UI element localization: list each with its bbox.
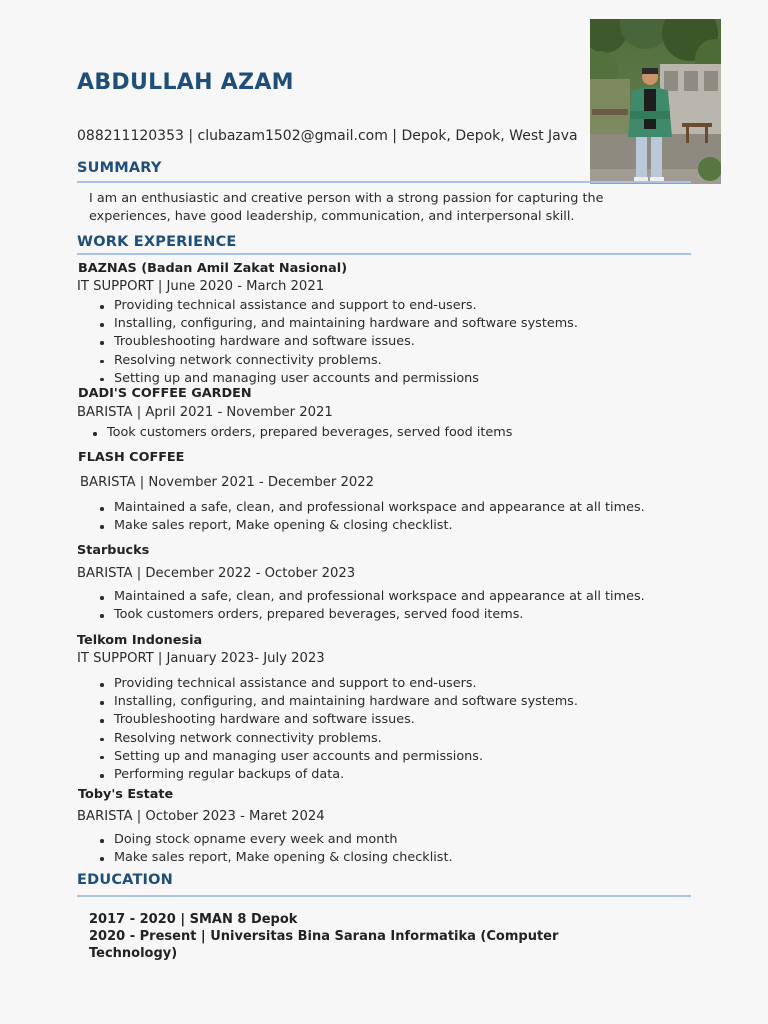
job-duty-item: Providing technical assistance and support to end-users. [100, 297, 578, 315]
job-duty-item: Make sales report, Make opening & closing checklist. [100, 849, 453, 867]
job-role: IT SUPPORT | January 2023- July 2023 [77, 651, 325, 666]
job-duty-item: Installing, configuring, and maintaining hardware and software systems. [100, 693, 578, 711]
education-list [89, 911, 558, 962]
education-entry: 2020 - Present | Universitas Bina Sarana Informatika (Computer [89, 929, 559, 944]
job-duty-item: Took customers orders, prepared beverages, served food items. [100, 606, 645, 624]
education-entry: 2017 - 2020 | SMAN 8 Depok [89, 912, 298, 927]
job-company: Toby's Estate [78, 787, 174, 802]
job-role: BARISTA | December 2022 - October 2023 [77, 566, 356, 581]
job-duty-item: Took customers orders, prepared beverages, served food items [93, 424, 512, 442]
job-company: DADI'S COFFEE GARDEN [78, 386, 252, 401]
job-duties [93, 424, 512, 442]
education-divider [77, 895, 691, 897]
profile-photo [590, 19, 721, 184]
job-duties [100, 831, 453, 867]
job-duty-item: Doing stock opname every week and month [100, 831, 453, 849]
summary-divider [77, 181, 691, 183]
job-company: BAZNAS (Badan Amil Zakat Nasional) [78, 261, 348, 276]
job-duty-item: Troubleshooting hardware and software issues. [100, 333, 578, 351]
work-experience-divider [77, 253, 691, 255]
work-experience-heading: WORK EXPERIENCE [77, 234, 237, 250]
job-duty-item: Providing technical assistance and support to end-users. [100, 675, 578, 693]
job-duties [100, 297, 578, 388]
summary-text: I am an enthusiastic and creative person with a strong passion for capturing the experiences, have good leadership, communication, and interpersonal skill. [89, 191, 604, 224]
education-entry: Technology) [89, 946, 178, 961]
job-role: BARISTA | October 2023 - Maret 2024 [77, 809, 325, 824]
job-duty-item: Installing, configuring, and maintaining hardware and software systems. [100, 315, 578, 333]
job-role: IT SUPPORT | June 2020 - March 2021 [77, 279, 325, 294]
job-duties [100, 588, 645, 624]
job-duty-item: Make sales report, Make opening & closing checklist. [100, 517, 645, 535]
job-duty-item: Resolving network connectivity problems. [100, 352, 578, 370]
job-role: BARISTA | April 2021 - November 2021 [77, 405, 333, 420]
education-heading: EDUCATION [77, 872, 174, 888]
job-company: Starbucks [77, 543, 150, 558]
job-role: BARISTA | November 2021 - December 2022 [80, 475, 375, 490]
job-company: FLASH COFFEE [78, 450, 185, 465]
contact-info: 088211120353 | clubazam1502@gmail.com | Depok, Depok, West Java [77, 128, 578, 144]
job-duties [100, 675, 578, 784]
job-duties [100, 499, 645, 535]
job-duty-item: Troubleshooting hardware and software issues. [100, 711, 578, 729]
job-duty-item: Resolving network connectivity problems. [100, 730, 578, 748]
candidate-name: ABDULLAH AZAM [77, 70, 294, 95]
job-duty-item: Setting up and managing user accounts and permissions. [100, 748, 578, 766]
job-duty-item: Setting up and managing user accounts and permissions [100, 370, 578, 388]
summary-heading: SUMMARY [77, 160, 162, 176]
job-company: Telkom Indonesia [77, 633, 203, 648]
job-duty-item: Maintained a safe, clean, and professional workspace and appearance at all times. [100, 588, 645, 606]
job-duty-item: Performing regular backups of data. [100, 766, 578, 784]
job-duty-item: Maintained a safe, clean, and professional workspace and appearance at all times. [100, 499, 645, 517]
